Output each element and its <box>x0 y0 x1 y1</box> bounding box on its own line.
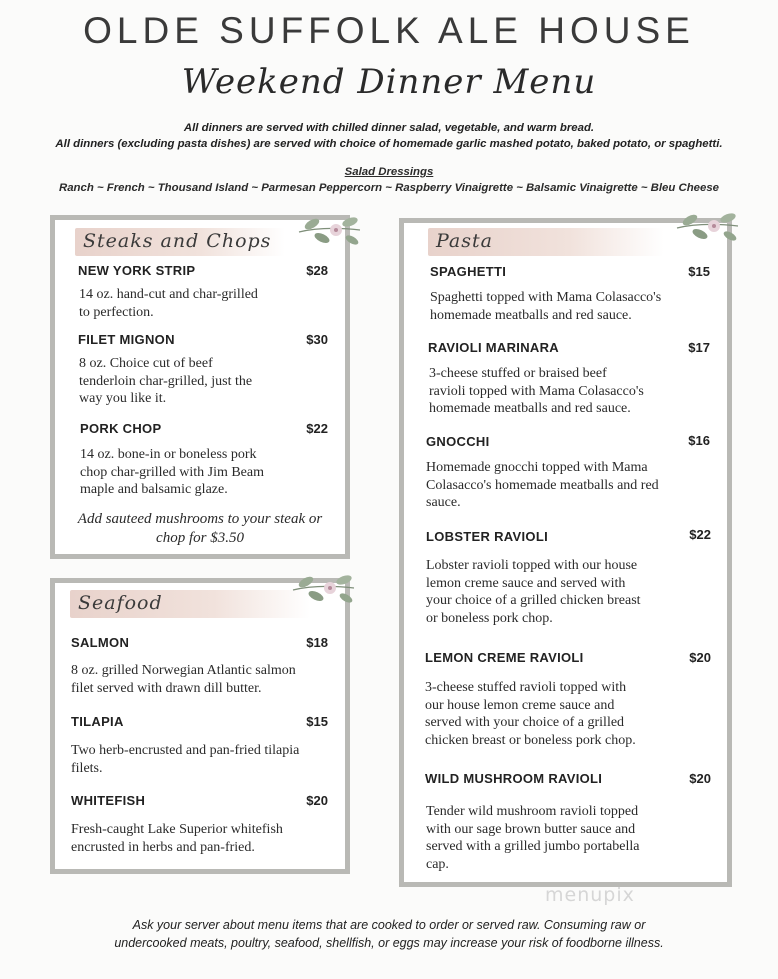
item-desc-lemon-creme-ravioli <box>425 679 636 749</box>
leaf-decoration-icon <box>672 204 742 250</box>
item-price-spaghetti: $15 <box>688 264 710 279</box>
item-price-salmon: $18 <box>306 635 328 650</box>
menupix-watermark: menupix <box>545 884 635 906</box>
dinner-notes <box>0 120 778 152</box>
item-name-pork-chop: PORK CHOP <box>80 421 162 436</box>
desc-line: maple and balsamic glaze. <box>80 482 228 497</box>
desc-line: Tender wild mushroom ravioli topped <box>426 804 639 819</box>
desc-line: sauce. <box>426 495 461 510</box>
desc-line: chop char-grilled with Jim Beam <box>80 464 265 480</box>
desc-line: tenderloin char-grilled, just the <box>79 373 253 389</box>
dinner-note-1: All dinners are served with chilled dinner salad, vegetable, and warm bread. <box>183 122 595 134</box>
item-name-lemon-creme-ravioli: LEMON CREME RAVIOLI <box>425 650 584 665</box>
desc-line: Homemade gnocchi topped with Mama <box>426 460 648 475</box>
pasta-banner <box>428 228 664 256</box>
desc-line: your choice of a grilled chicken breast <box>426 593 641 608</box>
leaf-decoration-icon <box>288 566 358 612</box>
desc-line: way you like it. <box>79 391 167 406</box>
desc-line: homemade meatballs and red sauce. <box>429 401 631 416</box>
item-name-gnocchi: GNOCCHI <box>426 434 490 449</box>
item-price-tilapia: $15 <box>306 714 328 729</box>
desc-line: or boneless pork chop. <box>426 610 553 626</box>
item-price-filet-mignon: $30 <box>306 332 328 347</box>
item-price-wild-mushroom-ravioli: $20 <box>689 771 711 786</box>
desc-line: 3-cheese stuffed or braised beef <box>429 366 607 381</box>
item-name-filet-mignon: FILET MIGNON <box>78 332 175 347</box>
item-name-lobster-ravioli: LOBSTER RAVIOLI <box>426 529 548 544</box>
leaf-decoration-icon <box>294 208 364 254</box>
salad-dressings-title: Salad Dressings <box>344 166 434 178</box>
desc-line: with our sage brown butter sauce and <box>426 821 636 837</box>
item-name-whitefish: WHITEFISH <box>71 793 146 808</box>
item-price-gnocchi: $16 <box>688 433 710 448</box>
item-name-spaghetti: SPAGHETTI <box>430 264 507 279</box>
menu-subtitle: Weekend Dinner Menu <box>181 62 597 102</box>
desc-line: served with your choice of a grilled <box>425 715 625 730</box>
item-desc-gnocchi <box>426 459 659 512</box>
addon-line: chop for $3.50 <box>156 530 244 546</box>
item-name-new-york-strip: NEW YORK STRIP <box>78 263 196 278</box>
desc-line: lemon creme sauce and served with <box>426 575 626 591</box>
desc-line: 14 oz. hand-cut and char-grilled <box>79 287 258 302</box>
item-desc-wild-mushroom-ravioli <box>426 803 639 873</box>
desc-line: filet served with drawn dill butter. <box>71 680 262 696</box>
desc-line: Spaghetti topped with Mama Colasacco's <box>430 290 662 305</box>
desc-line: 14 oz. bone-in or boneless pork <box>80 447 257 462</box>
steaks-banner <box>75 228 285 256</box>
desc-line: homemade meatballs and red sauce. <box>430 307 632 323</box>
item-price-pork-chop: $22 <box>306 421 328 436</box>
food-safety-notice <box>0 916 778 952</box>
desc-line: 8 oz. grilled Norwegian Atlantic salmon <box>71 663 296 678</box>
steaks-heading: Steaks and Chops <box>83 230 272 252</box>
desc-line: 8 oz. Choice cut of beef <box>79 356 213 371</box>
item-price-lobster-ravioli: $22 <box>689 527 711 542</box>
item-desc-tilapia <box>71 742 299 777</box>
desc-line: cap. <box>426 856 449 872</box>
restaurant-title: OLDE SUFFOLK ALE HOUSE <box>83 10 695 51</box>
footer-line-1: Ask your server about menu items that are cooked to order or served raw. Consuming raw or <box>132 918 646 932</box>
item-desc-ravioli-marinara <box>429 365 644 418</box>
item-desc-new-york-strip <box>79 286 258 321</box>
salad-dressings-list: Ranch ~ French ~ Thousand Island ~ Parmesan Peppercorn ~ Raspberry Vinaigrette ~ Balsamic Vinaigrette ~ Bleu Cheese <box>58 182 720 194</box>
desc-line: chicken breast or boneless pork chop. <box>425 732 636 748</box>
item-desc-spaghetti <box>430 289 661 324</box>
desc-line: Fresh-caught Lake Superior whitefish <box>71 822 283 837</box>
desc-line: to perfection. <box>79 304 154 320</box>
item-name-tilapia: TILAPIA <box>71 714 124 729</box>
item-price-whitefish: $20 <box>306 793 328 808</box>
desc-line: Colasacco's homemade meatballs and red <box>426 477 659 493</box>
seafood-banner <box>70 590 310 618</box>
item-name-salmon: SALMON <box>71 635 130 650</box>
footer-line-2: undercooked meats, poultry, seafood, shellfish, or eggs may increase your risk of foodborne illness. <box>114 936 664 950</box>
desc-line: Two herb-encrusted and pan-fried tilapia <box>71 743 300 758</box>
steak-addon-note <box>58 510 342 548</box>
item-desc-filet-mignon <box>79 355 252 408</box>
desc-line: Lobster ravioli topped with our house <box>426 558 638 573</box>
desc-line: our house lemon creme sauce and <box>425 697 615 713</box>
item-price-lemon-creme-ravioli: $20 <box>689 650 711 665</box>
item-name-ravioli-marinara: RAVIOLI MARINARA <box>428 340 559 355</box>
item-price-new-york-strip: $28 <box>306 263 328 278</box>
addon-line: Add sauteed mushrooms to your steak or <box>77 511 323 527</box>
item-desc-pork-chop <box>80 446 264 499</box>
desc-line: filets. <box>71 760 103 776</box>
dinner-note-2: All dinners (excluding pasta dishes) are served with choice of homemade garlic mashed potato, baked potato, or spaghetti. <box>55 138 723 150</box>
desc-line: served with a grilled jumbo portabella <box>426 839 640 854</box>
desc-line: encrusted in herbs and pan-fried. <box>71 839 255 855</box>
desc-line: 3-cheese stuffed ravioli topped with <box>425 680 627 695</box>
desc-line: ravioli topped with Mama Colasacco's <box>429 383 644 399</box>
item-desc-salmon <box>71 662 296 697</box>
item-desc-lobster-ravioli <box>426 557 641 627</box>
item-desc-whitefish <box>71 821 283 856</box>
item-name-wild-mushroom-ravioli: WILD MUSHROOM RAVIOLI <box>425 771 603 786</box>
pasta-heading: Pasta <box>436 230 493 252</box>
seafood-heading: Seafood <box>78 592 163 614</box>
item-price-ravioli-marinara: $17 <box>688 340 710 355</box>
